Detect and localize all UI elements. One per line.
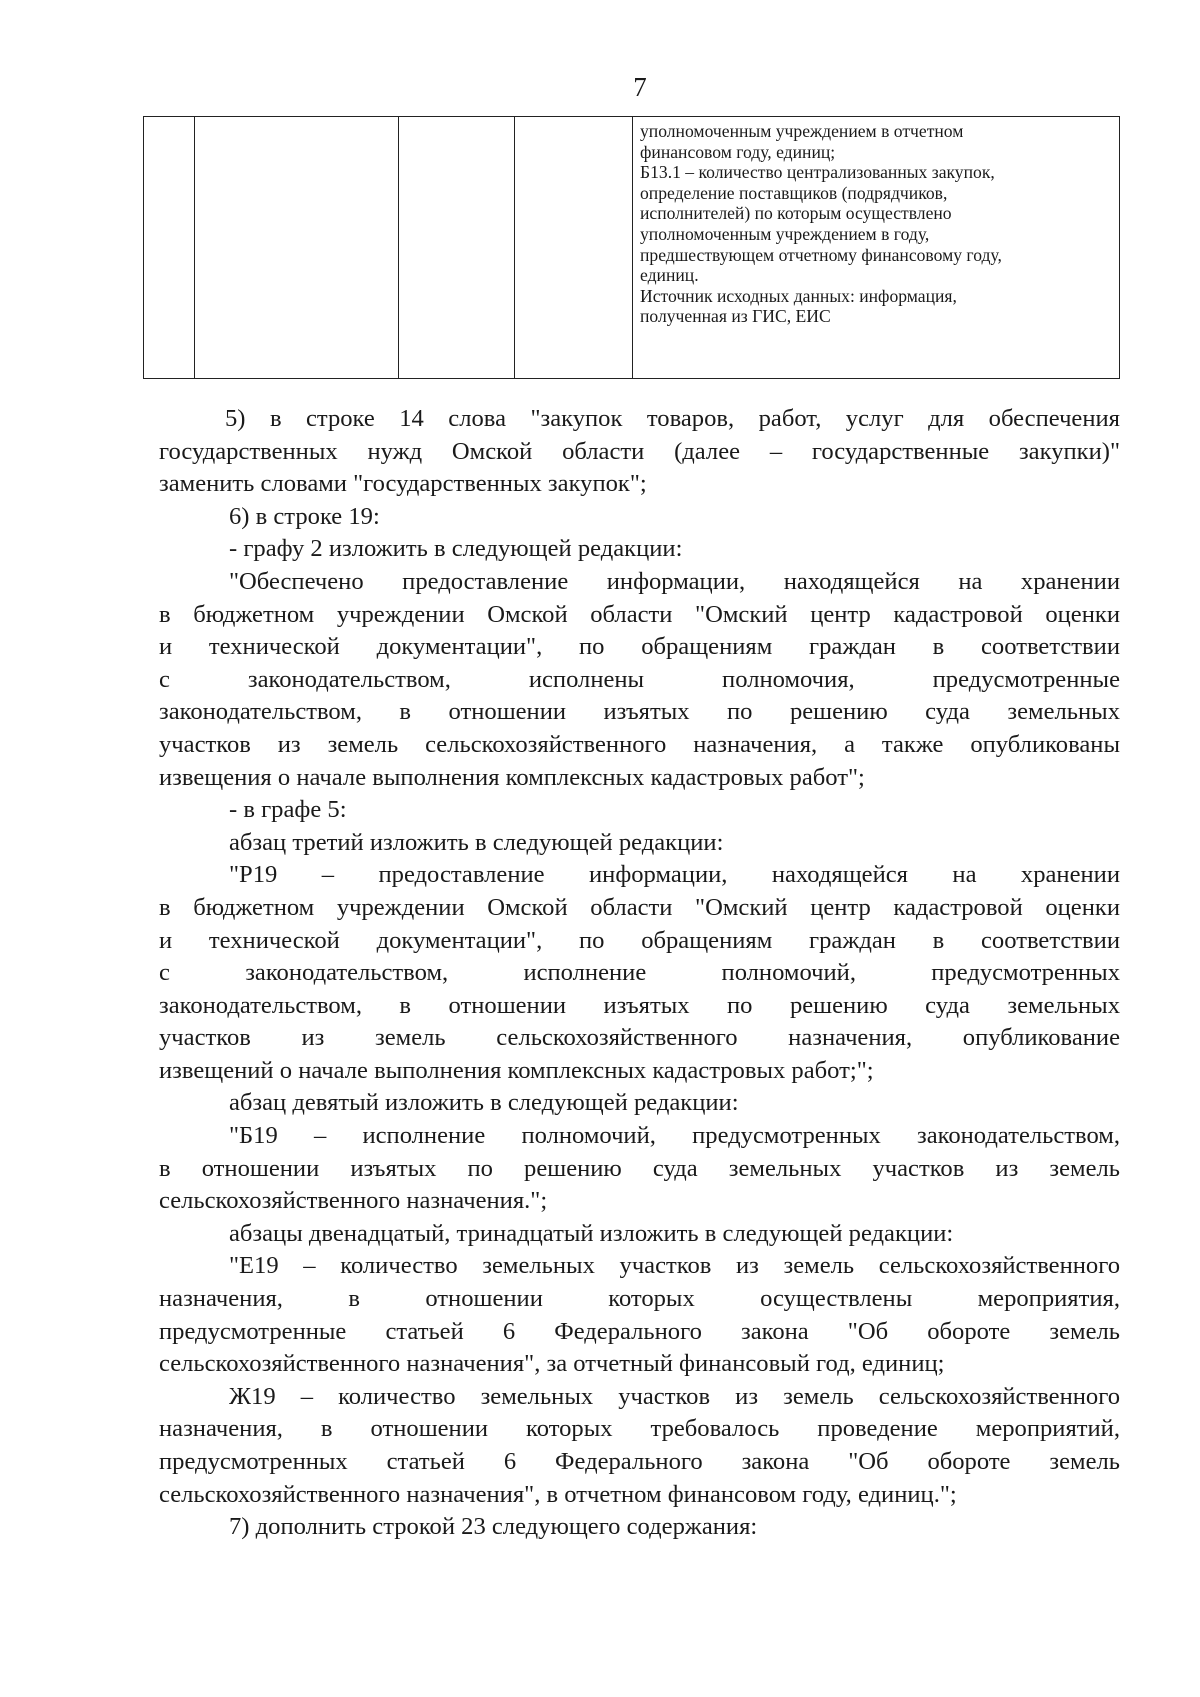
text-line: абзац третий изложить в следующей редакции: xyxy=(229,828,724,856)
table-cell-description xyxy=(633,117,1120,379)
text-line: предусмотренных статьей 6 Федерального закона "Об обороте земель xyxy=(159,1448,1120,1475)
table-text-line: уполномоченным учреждением в отчетном xyxy=(640,121,964,141)
text-line: - в графе 5: xyxy=(229,796,347,824)
text-line: в бюджетном учреждении Омской области "Омский центр кадастровой оценки xyxy=(159,893,1120,921)
continued-table xyxy=(143,116,1120,379)
text-line: сельскохозяйственного назначения", в отчетном финансовом году, единиц."; xyxy=(159,1480,957,1508)
text-line: назначения, в отношении которых осуществлены мероприятия, xyxy=(159,1285,1120,1313)
table-text-line: финансовом году, единиц; xyxy=(640,141,836,162)
text-line: извещений о начале выполнения комплексных кадастровых работ;"; xyxy=(159,1056,874,1084)
table-text-line: Источник исходных данных: информация, xyxy=(640,285,957,306)
text-line: абзац девятый изложить в следующей редакции: xyxy=(229,1089,739,1117)
body-text xyxy=(159,403,1120,1544)
table-cell-4 xyxy=(515,117,633,379)
table-cell-3 xyxy=(399,117,515,379)
text-line: назначения, в отношении которых требовалось проведение мероприятий, xyxy=(159,1415,1120,1443)
table-text-line: полученная из ГИС, ЕИС xyxy=(640,306,831,327)
table-cell-2 xyxy=(195,117,399,379)
text-line: 7) дополнить строкой 23 следующего содержания: xyxy=(229,1513,758,1541)
text-line: участков из земель сельскохозяйственного назначения, опубликование xyxy=(159,1024,1120,1052)
text-line: законодательством, в отношении изъятых по решению суда земельных xyxy=(159,991,1120,1019)
text-line: 6) в строке 19: xyxy=(229,502,380,530)
text-line: 5) в строке 14 слова "закупок товаров, работ, услуг для обеспечения xyxy=(225,405,1120,432)
table-text-line: Б13.1 – количество централизованных закупок, xyxy=(640,162,995,183)
table-text-line: предшествующем отчетному финансовому году, xyxy=(640,244,1002,265)
text-line: в отношении изъятых по решению суда земельных участков из земель xyxy=(159,1154,1120,1182)
text-line: заменить словами "государственных закупок"; xyxy=(159,470,647,498)
table-text-line: единиц. xyxy=(640,265,699,286)
text-line: законодательством, в отношении изъятых по решению суда земельных xyxy=(159,698,1120,726)
table-text-line: исполнителей) по которым осуществлено xyxy=(640,203,952,224)
text-line: с законодательством, исполнение полномочий, предусмотренных xyxy=(159,959,1120,987)
text-line: сельскохозяйственного назначения", за отчетный финансовый год, единиц; xyxy=(159,1350,945,1378)
table-row xyxy=(144,117,1120,379)
text-line: государственных нужд Омской области (далее – государственные закупки)" xyxy=(159,437,1120,465)
page-number: 7 xyxy=(633,72,647,102)
text-line: и технической документации", по обращениям граждан в соответствии xyxy=(159,633,1120,661)
text-line: участков из земель сельскохозяйственного назначения, а также опубликованы xyxy=(159,730,1120,758)
text-line: Ж19 – количество земельных участков из земель сельскохозяйственного xyxy=(229,1382,1120,1410)
text-line: абзацы двенадцатый, тринадцатый изложить в следующей редакции: xyxy=(229,1219,954,1247)
text-line: сельскохозяйственного назначения."; xyxy=(159,1187,548,1215)
text-line: предусмотренные статьей 6 Федерального закона "Об обороте земель xyxy=(159,1317,1120,1345)
text-line: извещения о начале выполнения комплексных кадастровых работ"; xyxy=(159,763,865,791)
table-text-line: уполномоченным учреждением в году, xyxy=(640,223,930,244)
table-text-line: определение поставщиков (подрядчиков, xyxy=(640,182,948,203)
table-cell-1 xyxy=(144,117,195,379)
text-line: "Е19 – количество земельных участков из земель сельскохозяйственного xyxy=(229,1252,1120,1280)
text-line: - графу 2 изложить в следующей редакции: xyxy=(229,535,683,563)
text-line: в бюджетном учреждении Омской области "Омский центр кадастровой оценки xyxy=(159,600,1120,628)
text-line: "Р19 – предоставление информации, находящейся на хранении xyxy=(229,861,1120,889)
text-line: с законодательством, исполнены полномочия, предусмотренные xyxy=(159,665,1120,693)
text-line: и технической документации", по обращениям граждан в соответствии xyxy=(159,926,1120,954)
text-line: "Б19 – исполнение полномочий, предусмотренных законодательством, xyxy=(229,1122,1120,1150)
text-line: "Обеспечено предоставление информации, находящейся на хранении xyxy=(229,567,1120,595)
